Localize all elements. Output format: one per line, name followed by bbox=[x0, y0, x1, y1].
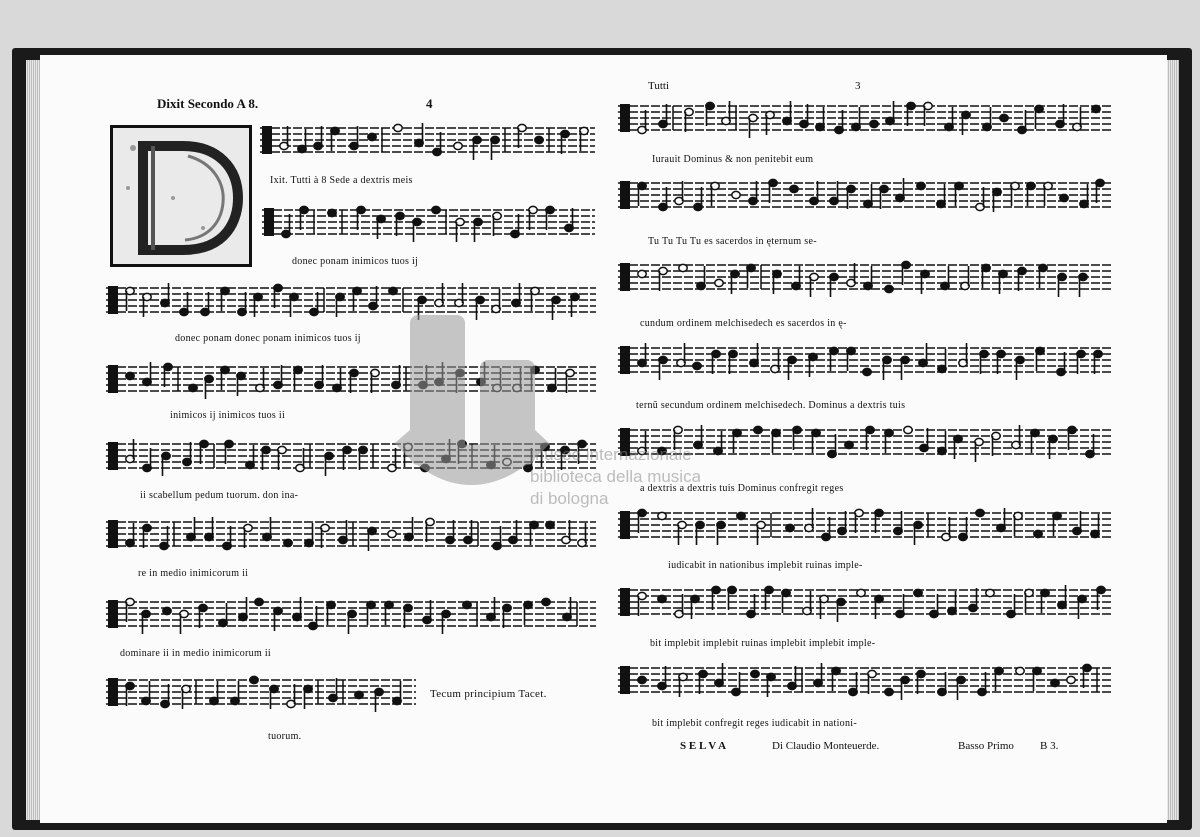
note-head bbox=[255, 598, 263, 605]
library-watermark bbox=[370, 300, 700, 540]
clef-mark bbox=[108, 520, 118, 548]
clef-mark bbox=[620, 263, 630, 291]
left-lyric-3: donec ponam donec ponam inimicos tuos ij bbox=[175, 333, 361, 344]
note-head bbox=[638, 676, 646, 683]
watermark-line-1: museo internazionale bbox=[530, 445, 692, 464]
left-staff-1 bbox=[260, 118, 595, 166]
clef-mark bbox=[264, 208, 274, 236]
left-lyric-1: Ixit. Tutti à 8 Sede a dextris meis bbox=[270, 175, 413, 186]
right-staff-8 bbox=[618, 658, 1113, 706]
left-staff-7 bbox=[106, 592, 596, 640]
right-staff-2 bbox=[618, 173, 1113, 221]
clef-mark bbox=[620, 181, 630, 209]
note-head bbox=[885, 688, 893, 695]
end-text: Tecum principium Tacet. bbox=[430, 688, 547, 700]
right-lyric-6: iudicabit in nationibus implebit ruinas imple- bbox=[668, 560, 863, 571]
note-head bbox=[638, 270, 646, 277]
left-lyric-6: re in medio inimicorum ii bbox=[138, 568, 249, 579]
note-head bbox=[250, 676, 258, 683]
note-head bbox=[1016, 667, 1024, 674]
right-staff-1 bbox=[618, 96, 1113, 144]
note-head bbox=[432, 206, 440, 213]
right-lyric-2: Tu Tu Tu Tu es sacerdos in ęternum se- bbox=[648, 236, 817, 247]
note-head bbox=[857, 589, 865, 596]
right-lyric-7: bit implebit implebit ruinas implebit implebit imple- bbox=[650, 638, 876, 649]
clef-mark bbox=[620, 104, 630, 132]
left-staff-2 bbox=[262, 200, 595, 248]
note-head bbox=[751, 670, 759, 677]
note-head bbox=[754, 426, 762, 433]
footer-signature: B 3. bbox=[1040, 740, 1059, 752]
note-head bbox=[845, 441, 853, 448]
note-head bbox=[715, 279, 723, 286]
note-head bbox=[284, 539, 292, 546]
watermark-line-2: biblioteca della musica bbox=[530, 467, 700, 486]
note-head bbox=[368, 133, 376, 140]
right-lyric-5: a dextris a dextris tuis Dominus confregit reges bbox=[640, 483, 844, 494]
footer-selva: S E L V A bbox=[680, 740, 727, 752]
clef-mark bbox=[108, 442, 118, 470]
left-lyric-5: ii scabellum pedum tuorum. don ina- bbox=[140, 490, 299, 501]
note-head bbox=[1067, 676, 1075, 683]
note-head bbox=[389, 287, 397, 294]
clef-mark bbox=[108, 600, 118, 628]
note-head bbox=[737, 512, 745, 519]
left-lyric-7: dominare ii in medio inimicorum ii bbox=[120, 648, 272, 659]
note-head bbox=[189, 384, 197, 391]
right-lyric-1: Iurauit Dominus & non penitebit eum bbox=[652, 154, 814, 165]
note-head bbox=[1051, 679, 1059, 686]
note-head bbox=[1000, 114, 1008, 121]
note-head bbox=[355, 691, 363, 698]
right-staff-3 bbox=[618, 255, 1113, 303]
note-head bbox=[1092, 105, 1100, 112]
footer-author: Di Claudio Monteuerde. bbox=[772, 740, 880, 752]
note-head bbox=[986, 589, 994, 596]
decorated-initial bbox=[110, 125, 252, 267]
note-head bbox=[126, 372, 134, 379]
note-head bbox=[163, 607, 171, 614]
page-edges-left bbox=[26, 60, 40, 820]
left-lyric-2: donec ponam inimicos tuos ij bbox=[292, 256, 419, 267]
note-head bbox=[658, 595, 666, 602]
note-head bbox=[463, 601, 471, 608]
note-head bbox=[1060, 194, 1068, 201]
note-head bbox=[914, 589, 922, 596]
note-head bbox=[542, 598, 550, 605]
right-lyric-4: ternũ secundum ordinem melchisedech. Dominus a dextris tuis bbox=[636, 400, 906, 411]
footer-part: Basso Primo bbox=[958, 740, 1014, 752]
left-lyric-4: inimicos ij inimicos tuos ii bbox=[170, 410, 286, 421]
clef-mark bbox=[262, 126, 272, 154]
note-head bbox=[535, 136, 543, 143]
note-head bbox=[904, 426, 912, 433]
right-page-number: 3 bbox=[855, 80, 861, 92]
left-staff-8 bbox=[106, 670, 416, 718]
note-head bbox=[786, 524, 794, 531]
note-head bbox=[870, 120, 878, 127]
left-page-title: Dixit Secondo A 8. bbox=[157, 96, 259, 111]
right-staff-7 bbox=[618, 580, 1113, 628]
left-page-number: 4 bbox=[426, 96, 433, 111]
note-head bbox=[1034, 530, 1042, 537]
note-head bbox=[679, 264, 687, 271]
note-head bbox=[328, 209, 336, 216]
note-head bbox=[394, 124, 402, 131]
watermark-line-3: di bologna bbox=[530, 489, 609, 508]
note-head bbox=[790, 185, 798, 192]
right-lyric-3: cundum ordinem melchisedech es sacerdos in ę- bbox=[640, 318, 847, 329]
clef-mark bbox=[108, 286, 118, 314]
note-head bbox=[732, 191, 740, 198]
left-last-lyric: tuorum. bbox=[268, 731, 302, 742]
note-head bbox=[863, 368, 871, 375]
clef-mark bbox=[108, 365, 118, 393]
page-edges-right bbox=[1167, 60, 1179, 820]
note-head bbox=[885, 285, 893, 292]
note-head bbox=[917, 182, 925, 189]
right-page-title: Tutti bbox=[648, 80, 670, 92]
clef-mark bbox=[620, 666, 630, 694]
right-lyric-8: bit implebit confregit reges iudicabit in nationi- bbox=[652, 718, 857, 729]
note-head bbox=[976, 509, 984, 516]
clef-mark bbox=[108, 678, 118, 706]
note-head bbox=[454, 142, 462, 149]
clef-mark bbox=[620, 588, 630, 616]
